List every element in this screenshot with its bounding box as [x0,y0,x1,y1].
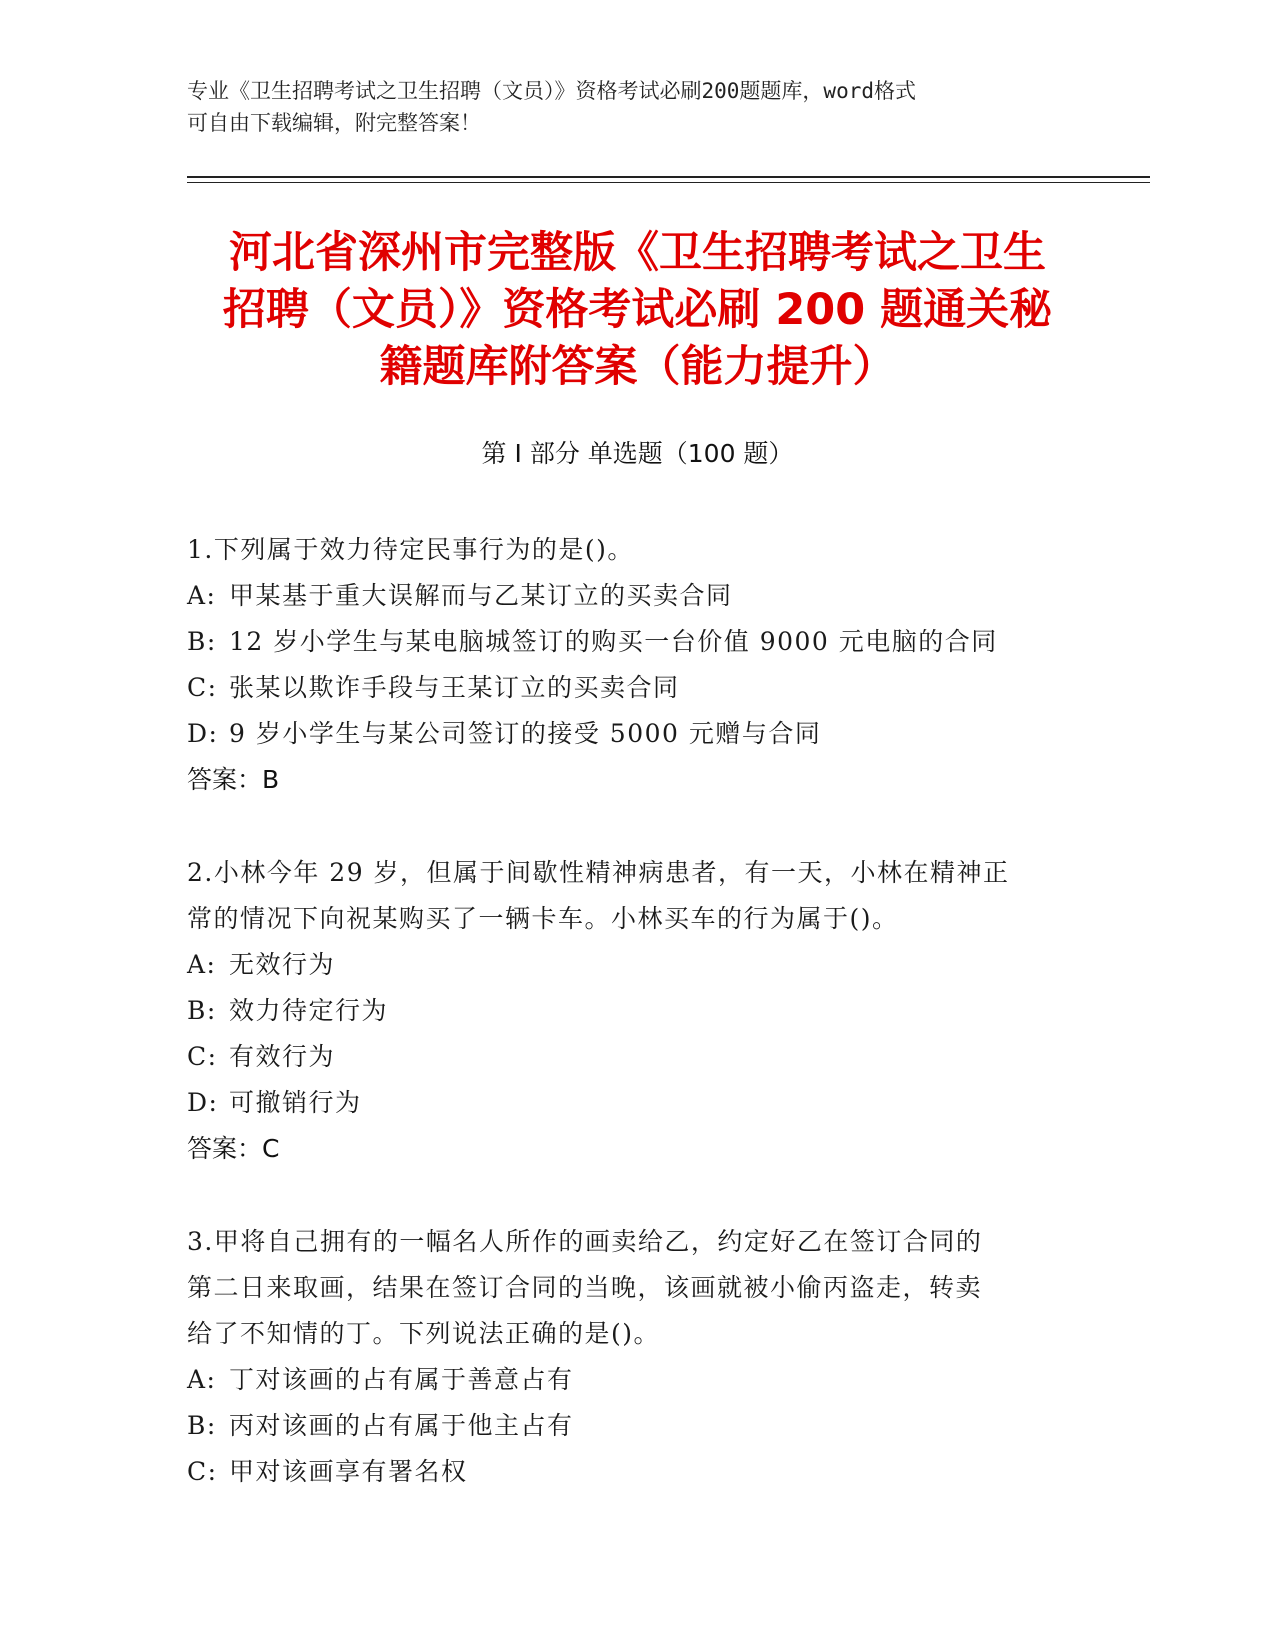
option-letter: C: [187,1042,218,1071]
title-line: 河北省深州市完整版《卫生招聘考试之卫生 [229,228,1046,278]
option-a [187,1357,1087,1403]
option-text: 丁对该画的占有属于善意占有 [229,1365,574,1394]
question-item [187,527,1087,803]
header-note-line: 专业《卫生招聘考试之卫生招聘（文员）》资格考试必刷200题题库，word格式 [187,79,916,103]
option-a [187,573,1087,619]
question-stem: 2.小林今年 29 岁，但属于间歇性精神病患者，有一天，小林在精神正 [187,858,1010,887]
option-c [187,1449,1087,1495]
option-letter: D: [187,719,219,748]
option-b [187,1403,1087,1449]
option-text: 甲对该画享有署名权 [229,1457,468,1486]
option-text: 有效行为 [229,1042,336,1071]
question-stem: 常的情况下向祝某购买了一辆卡车。小林买车的行为属于()。 [187,904,899,933]
option-b [187,988,1087,1034]
option-text: 12 岁小学生与某电脑城签订的购买一台价值 9000 元电脑的合同 [229,627,998,656]
option-text: 9 岁小学生与某公司签订的接受 5000 元赠与合同 [229,719,822,748]
option-letter: C: [187,673,218,702]
title-line: 招聘（文员）》资格考试必刷 200 题通关秘 [222,285,1053,335]
option-c [187,1034,1087,1080]
option-text: 效力待定行为 [229,996,389,1025]
question-item [187,1219,1087,1495]
option-letter: B: [187,1411,217,1440]
question-list [187,527,1087,1542]
question-stem: 给了不知情的丁。下列说法正确的是()。 [187,1319,661,1348]
option-text: 无效行为 [229,950,336,979]
title-line: 籍题库附答案（能力提升） [379,342,896,392]
answer-line: 答案：B [187,765,280,794]
question-stem: 3.甲将自己拥有的一幅名人所作的画卖给乙，约定好乙在签订合同的 [187,1227,983,1256]
header-divider [187,176,1150,178]
option-letter: A: [187,581,217,610]
option-text: 可撤销行为 [229,1088,362,1117]
header-note-line: 可自由下载编辑，附完整答案！ [187,111,481,135]
option-b [187,619,1087,665]
answer-line: 答案：C [187,1134,280,1163]
question-item [187,850,1087,1172]
option-letter: A: [187,1365,217,1394]
question-stem: 第二日来取画，结果在签订合同的当晚，该画就被小偷丙盗走，转卖 [187,1273,983,1302]
option-d [187,1080,1087,1126]
option-text: 张某以欺诈手段与王某订立的买卖合同 [229,673,680,702]
header-divider-thin [187,182,1150,183]
option-letter: B: [187,996,217,1025]
option-letter: B: [187,627,217,656]
section-title: 第 I 部分 单选题（100 题） [481,439,794,468]
header-note [187,75,1087,139]
option-text: 甲某基于重大误解而与乙某订立的买卖合同 [229,581,733,610]
question-stem: 1.下列属于效力待定民事行为的是()。 [187,535,634,564]
document-title [150,225,1125,396]
option-letter: C: [187,1457,218,1486]
option-d [187,711,1087,757]
option-c [187,665,1087,711]
option-letter: A: [187,950,217,979]
option-letter: D: [187,1088,219,1117]
option-text: 丙对该画的占有属于他主占有 [229,1411,574,1440]
option-a [187,942,1087,988]
